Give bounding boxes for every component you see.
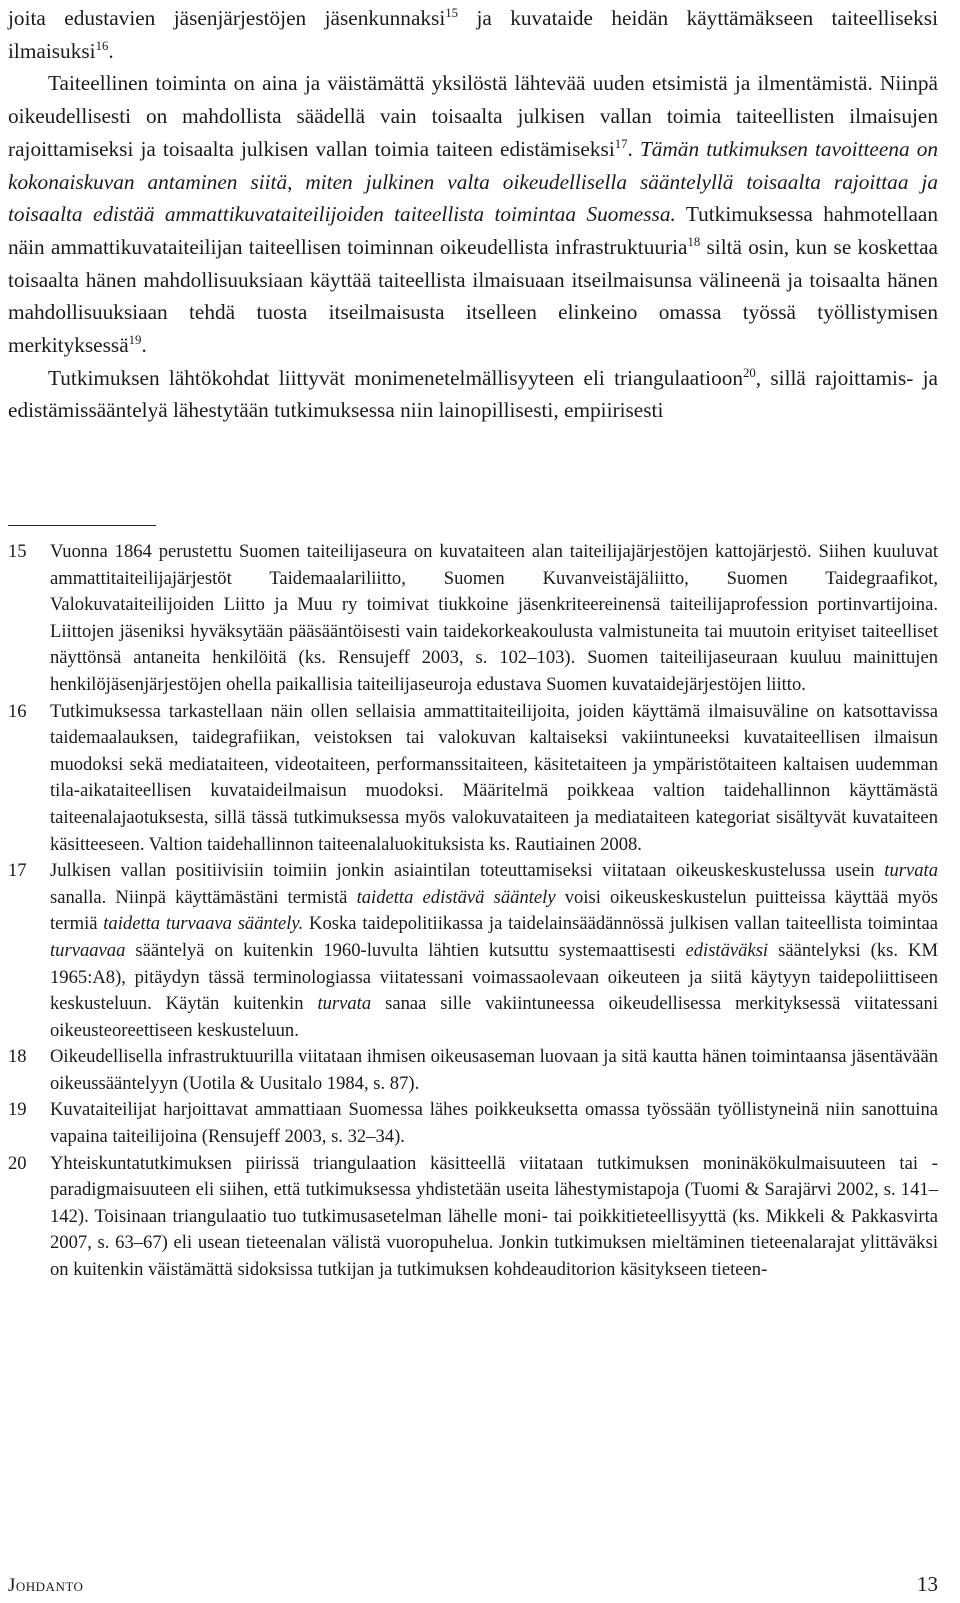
footnote-16 xyxy=(8,699,938,859)
footnote-18 xyxy=(8,1044,938,1097)
paragraph-2: Taiteellinen toiminta on aina ja väistämättä yksilöstä lähtevää uuden etsimistä ja ilmentämistä. Niinpä oikeudellisesti on mahdollista säädellä vain toisaalta julkisen vallan toimia taiteellisten ilmaisujen rajoittamiseksi ja toisaalta julkisen vallan toimia taiteen edistämiseksi$^{17}$. Tämän tutkimuksen tavoitteena on kokonaiskuvan antaminen siitä, miten julkinen valta oikeudellisella sääntelyllä toisaalta rajoittaa ja toisaalta edistää ammattikuvataiteilijoiden taiteellista toimintaa Suomessa. Tutkimuksessa hahmotellaan näin ammattikuvataiteilijan taiteellisen toiminnan oikeudellista infrastruktuuria$^{18}$ siltä osin, kun se koskettaa toisaalta hänen mahdollisuuksiaan käyttää taiteellista ilmaisuaan itseilmaisunsa välineenä ja toisaalta hänen mahdollisuuksiaan tehdä tuosta itseilmaisusta itselleen elinkeino omassa työssä työllistymisen merkityksessä$^{19}$. xyxy=(8,71,939,358)
footnote-number: 17 xyxy=(8,860,27,882)
footnote-ref-17[interactable]: 17 xyxy=(614,136,628,151)
footnote-ref-15[interactable]: 15 xyxy=(445,6,459,21)
running-footer-section: Johdanto xyxy=(8,1575,84,1596)
footnote-text: Kuvataiteilijat harjoittavat ammattiaan Suomessa lähes poikkeuksetta omassa työssään työllistyneinä niin sanottuina vapaina taiteilijoina (Rensujeff 2003, s. 32–34). xyxy=(50,1099,938,1148)
body-text xyxy=(8,0,938,427)
footnote-number: 20 xyxy=(8,1152,27,1174)
footnote-ref-16[interactable]: 16 xyxy=(95,38,109,53)
footnote-number: 19 xyxy=(8,1099,27,1121)
footnote-17 xyxy=(8,858,938,1044)
footnote-text: Oikeudellisella infrastruktuurilla viitataan ihmisen oikeusaseman luovaan ja sitä kautta hänen toimintaansa jäsentävään oikeussääntelyyn (Uotila & Uusitalo 1984, s. 87). xyxy=(50,1046,938,1094)
paragraph-1: joita edustavien jäsenjärjestöjen jäsenkunnaksi$^{15}$ ja kuvataide heidän käyttämäkseen taiteelliseksi ilmaisuksi$^{16}$. xyxy=(8,6,938,63)
footnotes xyxy=(8,539,938,1284)
footnote-19 xyxy=(8,1097,938,1150)
footnote-text: Yhteiskuntatutkimuksen piirissä triangulaation käsitteellä viitataan tutkimuksen moninäkökulmaisuuteen tai -paradigmaisuuteen eli siihen, että tutkimuksessa yhdistetään useita lähestymistapoja (Tuomi & Sarajärvi 2002, s. 141–142). Toisinaan triangulaatio tuo tutkimusasetelman lähelle moni- tai poikkitieteellisyyttä (ks. Mikkeli & Pakkasvirta 2007, s. 63–67) eli usean tieteenalan välistä vuoropuhelua. Jonkin tutkimuksen mieltäminen tieteenalarajat ylittäväksi on kuitenkin väistämättä sidoksissa tutkijan ja tutkimuksen kohdeauditorion käsitykseen tieteen- xyxy=(50,1152,938,1281)
footnote-text: Julkisen vallan positiivisiin toimiin jonkin asiaintilan toteuttamiseksi viitataan oikeuskeskustelussa usein turvata sanalla. Niinpä käyttämästäni termistä taidetta edistävä sääntely voisi oikeuskeskustelun puitteissa käyttää myös termiä taidetta turvaava sääntely. Koska taidepolitiikassa ja taidelainsäädännössä julkisen vallan taiteellista toimintaa turvaavaa sääntelyä on kuitenkin 1960-luvulta lähtien kutsuttu systemaattisesti edistäväksi sääntelyksi (ks. KM 1965:A8), pitäydyn tässä terminologiassa viitatessani voimassaolevaan oikeuteen ja siitä käytyyn taidepoliittiseen keskusteluun. Käytän kuitenkin turvata sanaa sille vakiintuneessa oikeudellisessa merkityksessä viitatessani oikeusteoreettiseen keskusteluun. xyxy=(50,860,938,1041)
footnote-ref-20[interactable]: 20 xyxy=(743,365,756,380)
footnote-number: 16 xyxy=(8,700,27,722)
footnote-text: Tutkimuksessa tarkastellaan näin ollen sellaisia ammattitaiteilijoita, joiden käyttämä ilmaisuväline on katsottavissa taidemaalauksen, taidegrafiikan, veistoksen tai valokuvan kaltaiseksi vakiintuneeksi kuvataiteellisen ilmaisun muodoksi sekä mediataiteen, videotaiteen, performanssitaiteen, käsitetaiteen ja ympäristötaiteen kaltaisen uudemman tila-aikataiteellisen kuvataideilmaisun muodoksi. Määritelmä poikkeaa valtion taidehallinnon käyttämästä taiteenalajaotuksesta, sillä tässä tutkimuksessa myös valokuvataiteen ja mediataiteen kategoriat sisältyvät kuvataiteen käsitteeseen. Valtion taidehallinnon taiteenalaluokituksista ks. Rautiainen 2008. xyxy=(50,700,938,855)
footnote-ref-18[interactable]: 18 xyxy=(687,235,701,249)
footnote-separator xyxy=(8,525,156,526)
page xyxy=(8,0,939,1596)
research-aim-statement: Tämän tutkimuksen tavoitteena on kokonaiskuvan antaminen siitä, miten julkinen valta oikeudellisella sääntelyllä toisaalta rajoittaa ja toisaalta edistää ammattikuvataiteilijoiden taiteellista toimintaa Suomessa. xyxy=(8,136,939,227)
footnote-text: Vuonna 1864 perustettu Suomen taiteilijaseura on kuvataiteen alan taiteilijajärjestöjen kattojärjestö. Siihen kuuluvat ammattitaiteilijajärjestöt Taidemaalariliitto, Suomen Kuvanveistäjäliitto, Suomen Taidegraafikot, Valokuvataiteilijoiden Liitto ja Muu ry toimivat tiukkoine jäsenkriteereinensä taiteilijaprofession portinvartijoina. Liittojen jäseniksi hyväksytään pääsääntöisesti vain taidekorkeakoulusta valmistuneita tai muutoin erityiset taiteelliset näyttönsä antaneita henkilöitä (ks. Rensujeff 2003, s. 102–103). Suomen taiteilijaseuraan kuuluu mainittujen henkilöjäsenjärjestöjen ohella paikallisia taiteilijaseuroja edustava Suomen kuvataidejärjestöjen liitto. xyxy=(50,541,938,695)
footnote-15 xyxy=(8,539,938,699)
footnote-number: 18 xyxy=(8,1046,27,1068)
footnote-ref-19[interactable]: 19 xyxy=(128,333,142,348)
paragraph-3: Tutkimuksen lähtökohdat liittyvät monimenetelmällisyyteen eli triangulaatioon$^{20}$, sillä rajoittamis- ja edistämissääntelyä lähestytään tutkimuksessa niin lainopillisesti, empiirisesti xyxy=(8,365,938,423)
footnote-number: 15 xyxy=(8,541,27,562)
page-number: 13 xyxy=(917,1572,938,1596)
footnote-20 xyxy=(8,1151,938,1284)
